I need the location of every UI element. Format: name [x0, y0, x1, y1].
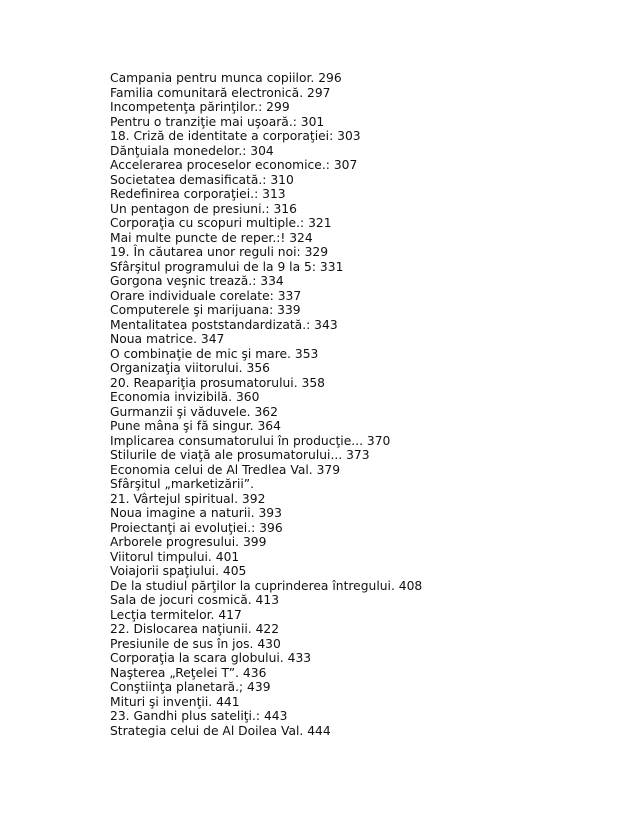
toc-chapter-heading: 21. Vârtejul spiritual. 392: [110, 491, 266, 506]
toc-chapter-heading: 20. Reapariţia prosumatorului. 358: [110, 375, 325, 390]
toc-entry: Implicarea consumatorului în producţie... 370: [110, 433, 391, 448]
toc-entry: Naşterea „Reţelei T”. 436: [110, 665, 267, 680]
toc-entry: Societatea demasificată.: 310: [110, 172, 294, 187]
toc-entry: Conştiinţa planetară.; 439: [110, 680, 271, 694]
toc-entry: Arborele progresului. 399: [110, 535, 267, 549]
toc-entry: Voiajorii spaţiului. 405: [110, 564, 247, 578]
toc-entry: Accelerarea proceselor economice.: 307: [110, 158, 358, 172]
toc-entry: Pentru o tranziţie mai uşoară.: 301: [110, 114, 325, 129]
table-of-contents: [110, 71, 422, 738]
toc-entry: Sfârşitul programului de la 9 la 5: 331: [110, 259, 344, 274]
toc-entry: Organizaţia viitorului. 356: [110, 361, 270, 375]
toc-entry: Strategia celui de Al Doilea Val. 444: [110, 723, 331, 738]
toc-entry: Un pentagon de presiuni.: 316: [110, 201, 297, 216]
toc-entry: Proiectanţi ai evoluţiei.: 396: [110, 520, 283, 535]
toc-entry: De la studiul părţilor la cuprinderea întregului. 408: [110, 578, 423, 593]
toc-entry: Lecţia termitelor. 417: [110, 607, 242, 622]
toc-entry: Orare individuale corelate: 337: [110, 288, 302, 303]
toc-chapter-heading: 19. În căutarea unor reguli noi: 329: [110, 245, 329, 259]
toc-entry: Stilurile de viaţă ale prosumatorului... 373: [110, 448, 370, 462]
toc-entry: Economia invizibilă. 360: [110, 390, 260, 404]
toc-entry: Noua imagine a naturii. 393: [110, 506, 282, 520]
toc-chapter-heading: 18. Criză de identitate a corporaţiei: 303: [110, 129, 361, 143]
toc-entry: Redefinirea corporaţiei.: 313: [110, 187, 286, 201]
toc-entry: Sala de jocuri cosmică. 413: [110, 593, 280, 607]
toc-entry: Pune mâna şi fă singur. 364: [110, 419, 281, 433]
toc-entry: Incompetenţa părinţilor.: 299: [110, 100, 290, 114]
toc-entry: Noua matrice. 347: [110, 332, 225, 346]
toc-entry: Economia celui de Al Tredlea Val. 379: [110, 462, 341, 477]
toc-entry: Mai multe puncte de reper.:! 324: [110, 230, 313, 245]
toc-entry: Corporaţia cu scopuri multiple.: 321: [110, 216, 332, 230]
toc-entry: Corporaţia la scara globului. 433: [110, 651, 312, 665]
toc-entry: Mituri şi invenţii. 441: [110, 694, 240, 709]
toc-entry: Viitorul timpului. 401: [110, 549, 240, 564]
toc-entry: Mentalitatea poststandardizată.: 343: [110, 317, 338, 332]
toc-entry: Presiunile de sus în jos. 430: [110, 636, 281, 651]
toc-entry: Sfârşitul „marketizării”.: [110, 477, 255, 491]
toc-chapter-heading: 23. Gandhi plus sateliţi.: 443: [110, 709, 288, 723]
toc-entry: O combinaţie de mic şi mare. 353: [110, 346, 319, 361]
toc-entry: Familia comunitară electronică. 297: [110, 85, 331, 100]
toc-entry: Dănţuiala monedelor.: 304: [110, 143, 274, 158]
toc-chapter-heading: 22. Dislocarea naţiunii. 422: [110, 622, 280, 636]
toc-entry: Gurmanzii şi văduvele. 362: [110, 404, 278, 419]
toc-entry: Computerele şi marijuana: 339: [110, 303, 301, 317]
toc-entry: Campania pentru munca copiilor. 296: [110, 71, 342, 85]
toc-entry: Gorgona veşnic trează.: 334: [110, 274, 284, 288]
